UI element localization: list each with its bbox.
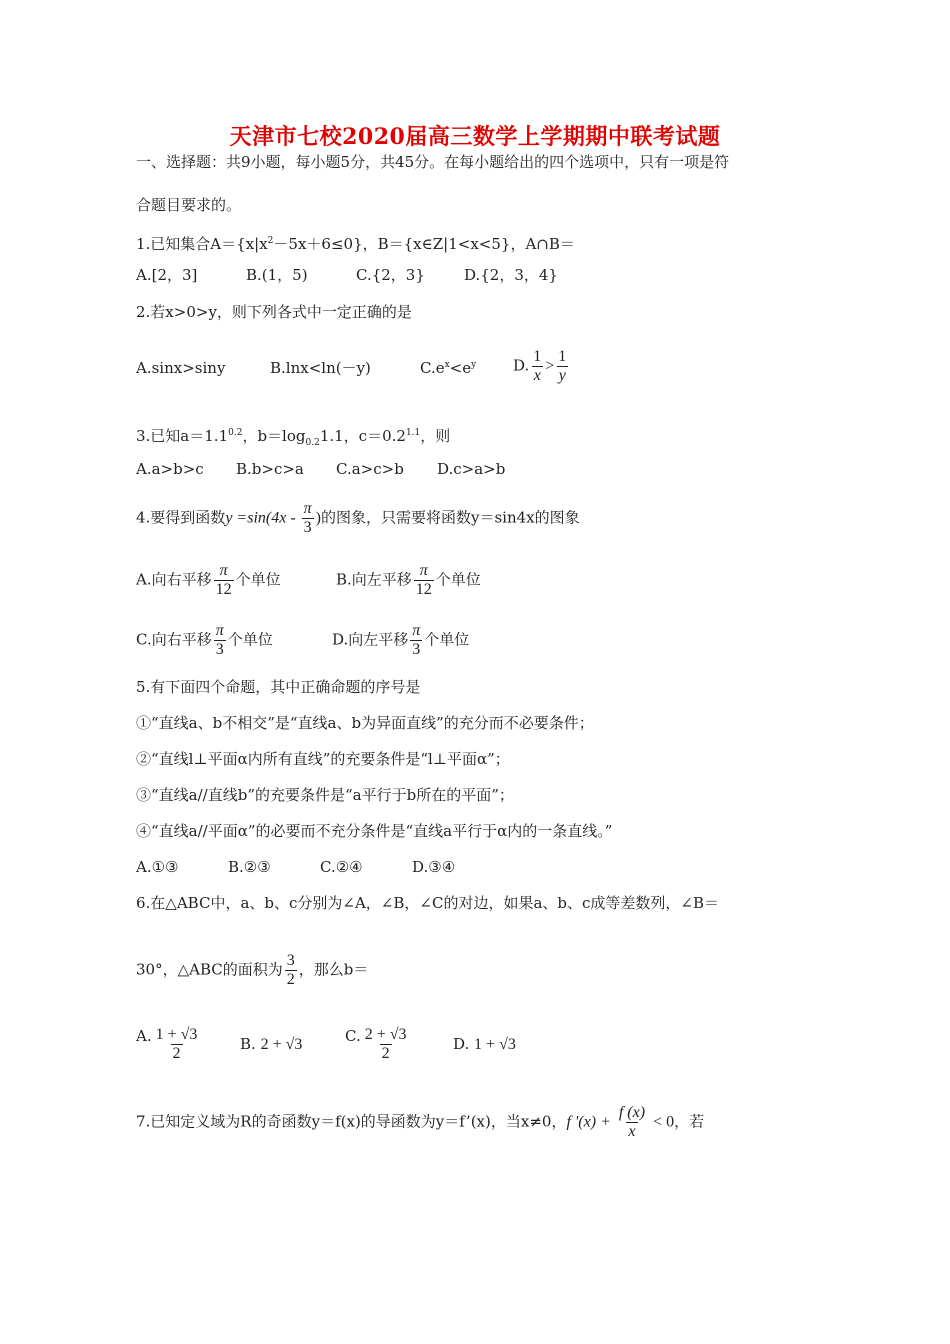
q4-c-den: 3 (215, 641, 224, 658)
q4-a-den: 12 (215, 581, 232, 598)
q4-b-text: B.向左平移 (336, 570, 412, 589)
q2-d-frac1 (531, 348, 543, 385)
q4-a-text: A.向右平移 (136, 570, 212, 589)
section-instructions-line2: 合题目要求的。 (136, 196, 242, 214)
q3-part: 3.已知a＝1.1 (136, 427, 229, 445)
q1-option-b: B.(1，5) (246, 266, 308, 284)
q6-a-num: 1 + √3 (155, 1026, 198, 1043)
q4-b-frac (414, 562, 434, 599)
q6-text: 30°，△ABC的面积为 (136, 960, 283, 979)
q2-option-a: A.sinx>siny (136, 358, 226, 377)
q5-statement-2: ②“直线l⊥平面α内所有直线”的充要条件是“l⊥平面α”； (136, 750, 510, 768)
q2-c-exp1: x (444, 359, 450, 370)
q2-d-den2: y (558, 367, 566, 384)
q6-text: ，那么b＝ (298, 960, 369, 979)
q2-d-num2: 1 (558, 348, 567, 365)
q5-option-c: C.②④ (320, 858, 363, 876)
q6-c-label: C. (345, 1027, 361, 1045)
q2-option-d (513, 348, 570, 385)
q6-b-expr: 2 + √3 (260, 1035, 303, 1053)
q7-math-a: f '(x) + (566, 1113, 615, 1131)
q4-option-a (136, 562, 336, 599)
q5-option-b: B.②③ (228, 858, 271, 876)
q3-option-b: B.b>c>a (236, 460, 304, 478)
q5-statement-3: ③“直线a//直线b”的充要条件是“a平行于b所在的平面”； (136, 786, 514, 804)
q2-d-frac2 (556, 348, 568, 385)
q6-a-label: A. (136, 1027, 152, 1045)
question-6-options (136, 1026, 516, 1063)
q3-part: ，b＝log (242, 427, 306, 445)
question-5-options (136, 857, 455, 877)
q3-sup1: 0.2 (228, 428, 243, 438)
q2-d-num1: 1 (533, 348, 542, 365)
q6-area-num: 3 (286, 952, 295, 969)
q6-c-frac (363, 1026, 409, 1063)
q5-statement-1: ①“直线a、b不相交”是“直线a、b为异面直线”的充分而不必要条件； (136, 714, 594, 732)
q4-c-text: C.向右平移 (136, 630, 212, 649)
q7-text: ，若 (674, 1112, 705, 1131)
question-7-stem (136, 1104, 704, 1141)
q2-c-exp2: y (471, 359, 477, 370)
q1-stem-part: －5x＋6≤0}，B＝{x∈Z|1<x<5}，A∩B＝ (273, 235, 575, 253)
q2-d-den1: x (533, 367, 541, 384)
q4-a-frac (214, 562, 234, 599)
question-6-stem-line2 (136, 952, 368, 989)
q6-option-c (345, 1026, 453, 1063)
q4-func-frac (302, 500, 314, 537)
question-1-options (136, 265, 558, 285)
q4-func-close: ) (315, 509, 321, 527)
q4-c-frac (214, 622, 226, 659)
q4-func: y =sin(4x - (225, 509, 300, 527)
q4-b-den: 12 (415, 581, 432, 598)
q2-option-b: B.lnx<ln(－y) (270, 358, 371, 377)
q2-d-op: > (545, 357, 555, 375)
q4-part: 的图象，只需要将函数y＝sin4x的图象 (320, 508, 580, 527)
q5-statement-4: ④“直线a//平面α”的必要而不充分条件是“直线a平行于α内的一条直线。” (136, 822, 613, 840)
q6-option-b (240, 1034, 345, 1055)
section-instructions-line1: 一、选择题：共9小题，每小题5分，共45分。在每小题给出的四个选项中，只有一项是符 (136, 153, 730, 171)
q6-d-label: D. (453, 1034, 470, 1053)
q4-den: 3 (303, 519, 312, 536)
q4-a-unit: 个单位 (235, 570, 281, 589)
q4-b-unit: 个单位 (435, 570, 481, 589)
q4-option-d (332, 622, 469, 659)
q4-a-pi: π (219, 562, 228, 579)
q1-exponent: 2 (267, 236, 274, 246)
q1-stem-part: 1.已知集合A＝{x|x (136, 235, 268, 253)
q4-d-text: D.向左平移 (332, 630, 409, 649)
q2-d-label: D. (513, 356, 530, 375)
question-3-stem (136, 423, 450, 453)
q4-option-c (136, 622, 332, 659)
q6-area-den: 2 (286, 971, 295, 988)
q4-b-pi: π (419, 562, 428, 579)
q3-sup3: 1.1 (405, 428, 421, 438)
q4-part: 4.要得到函数 (136, 508, 226, 527)
q4-c-pi: π (215, 622, 224, 639)
question-6-stem-line1: 6.在△ABC中，a、b、c分别为∠A，∠B，∠C的对边，如果a、b、c成等差数列，∠B＝ (136, 894, 719, 912)
q7-frac-den: x (628, 1123, 636, 1140)
q4-d-frac (410, 622, 422, 659)
q6-d-expr: 1 + √3 (474, 1035, 516, 1053)
question-3-options (136, 459, 505, 479)
question-2-stem: 2.若x>0>y，则下列各式中一定正确的是 (136, 303, 412, 321)
q4-option-b (336, 562, 481, 599)
q1-option-c: C.{2，3} (356, 266, 425, 284)
q6-option-d (453, 1034, 516, 1055)
q1-option-d: D.{2，3，4} (464, 266, 558, 284)
q5-option-d: D.③④ (412, 858, 456, 876)
q7-text: 7.已知定义域为R的奇函数y＝f(x)的导函数为y＝f’(x)，当x≠0， (136, 1112, 567, 1131)
q3-part: ，则 (420, 427, 451, 445)
q3-option-a: A.a>b>c (136, 460, 204, 478)
q5-option-a: A.①③ (136, 858, 179, 876)
q6-a-den: 2 (172, 1045, 181, 1062)
q4-d-den: 3 (412, 641, 421, 658)
q7-math-b: < 0 (649, 1113, 675, 1131)
q6-c-den: 2 (381, 1045, 390, 1062)
q2-c-base: C.e (420, 358, 445, 377)
q4-c-unit: 个单位 (227, 630, 273, 649)
q4-d-unit: 个单位 (424, 630, 470, 649)
q6-a-frac (154, 1026, 200, 1063)
q6-c-num: 2 + √3 (364, 1026, 407, 1043)
q3-option-d: D.c>a>b (437, 460, 506, 478)
q6-option-a (136, 1026, 240, 1063)
question-4-options-cd (136, 622, 469, 659)
question-4-stem (136, 500, 580, 537)
question-5-stem: 5.有下面四个命题，其中正确命题的序号是 (136, 678, 421, 696)
q7-frac-num: f (x) (618, 1104, 646, 1121)
q2-c-mid: <e (449, 358, 472, 377)
question-4-options-ab (136, 562, 481, 599)
question-1-stem (136, 231, 575, 254)
q6-area-frac (285, 952, 297, 989)
page-title: 天津市七校2020届高三数学上学期期中联考试题 (229, 124, 721, 150)
q1-option-a: A.[2，3] (136, 266, 198, 284)
q3-sub: 0.2 (305, 438, 320, 448)
question-2-options (136, 350, 570, 387)
q3-option-c: C.a>c>b (336, 460, 404, 478)
q4-d-pi: π (412, 622, 421, 639)
q4-pi: π (303, 500, 312, 517)
q6-b-label: B. (240, 1034, 256, 1053)
q3-part: 1.1，c＝0.2 (319, 427, 406, 445)
q2-option-c (420, 355, 513, 378)
q7-frac (617, 1104, 647, 1141)
